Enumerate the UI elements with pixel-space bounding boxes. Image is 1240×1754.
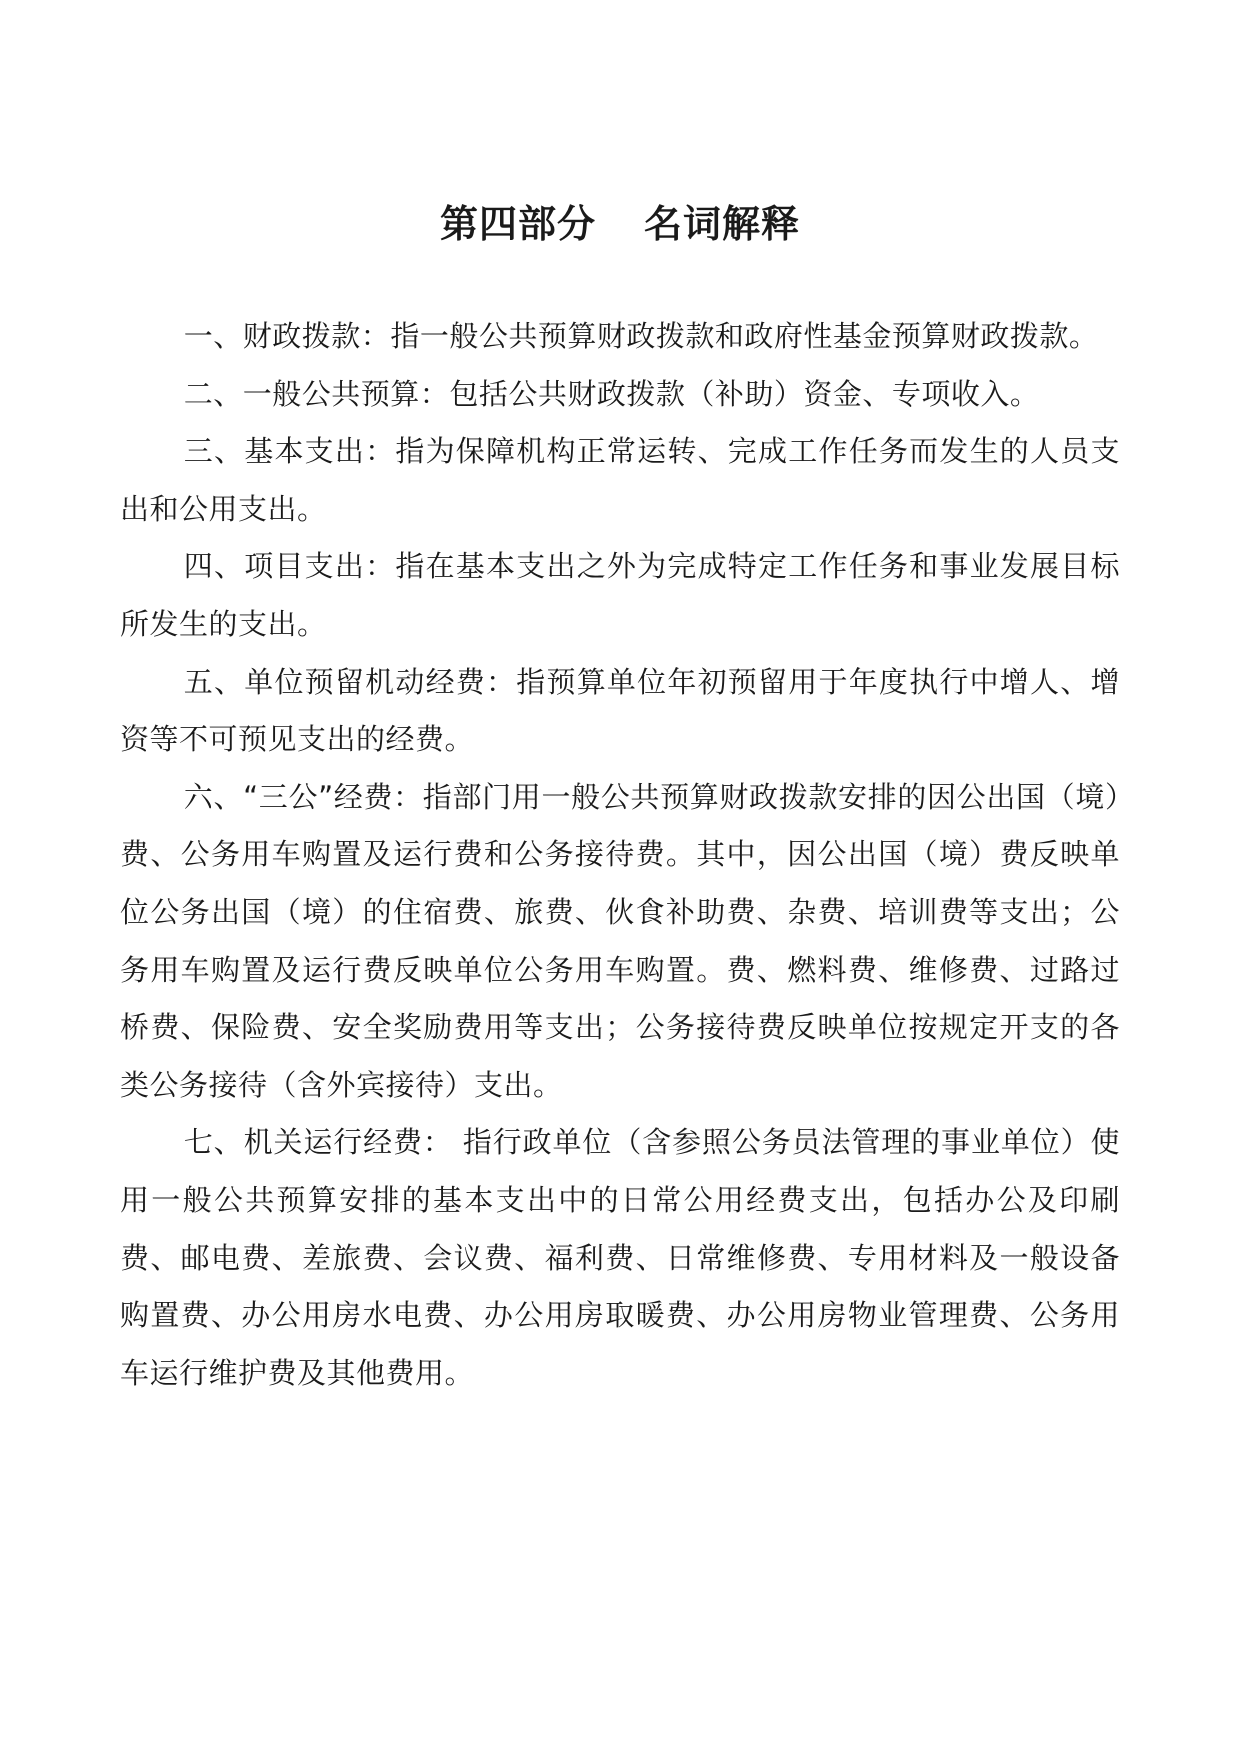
definition-text: 指一般公共预算财政拨款和政府性基金预算财政拨款。: [390, 319, 1099, 353]
definition-text: 包括公共财政拨款（补助）资金、专项收入。: [449, 376, 1040, 411]
definition-paragraph: [120, 308, 1120, 366]
definition-paragraph: [120, 423, 1120, 538]
definitions-list: [120, 308, 1120, 1402]
definition-term: 一、财政拨款：: [183, 319, 391, 353]
definition-term: 四、项目支出：: [183, 549, 396, 584]
definition-paragraph: [120, 1114, 1120, 1402]
definition-text: 指预算单位年初预留用于年度执行中增人、增资等不可预见支出的经费。: [120, 664, 1120, 757]
definition-paragraph: [120, 769, 1120, 1115]
definition-term: 二、一般公共预算：: [183, 376, 450, 411]
title-name: 名词解释: [644, 201, 801, 246]
title-part: 第四部分: [439, 201, 596, 246]
definition-text: 指在基本支出之外为完成特定工作任务和事业发展目标所发生的支出。: [120, 549, 1120, 641]
definition-paragraph: [120, 366, 1120, 424]
definition-term: 六、“三公”经费：: [183, 779, 423, 814]
page-title: [0, 196, 1240, 252]
definition-term: 三、基本支出：: [183, 434, 396, 469]
definition-paragraph: [120, 654, 1120, 769]
definition-text: 指行政单位（含参照公务员法管理的事业单位）使用一般公共预算安排的基本支出中的日常公用经费支出，包括办公及印刷费、邮电费、差旅费、会议费、福利费、日常维修费、专用材料及一般设备购置费、办公用房水电费、办公用房取暖费、办公用房物业管理费、公务用车运行维护费及其他费用。: [120, 1125, 1120, 1390]
definition-term: 七、机关运行经费：: [183, 1125, 453, 1160]
definition-text: 指部门用一般公共预算财政拨款安排的因公出国（境）费、公务用车购置及运行费和公务接待费。其中，因公出国（境）费反映单位公务出国（境）的住宿费、旅费、伙食补助费、杂费、培训费等支出；公务用车购置及运行费反映单位公务用车购置。费、燃料费、维修费、过路过桥费、保险费、安全奖励费用等支出；公务接待费反映单位按规定开支的各类公务接待（含外宾接待）支出。: [120, 779, 1120, 1102]
definition-paragraph: [120, 538, 1120, 653]
definition-term: 五、单位预留机动经费：: [183, 664, 517, 699]
definition-text: 指为保障机构正常运转、完成工作任务而发生的人员支出和公用支出。: [120, 434, 1120, 526]
